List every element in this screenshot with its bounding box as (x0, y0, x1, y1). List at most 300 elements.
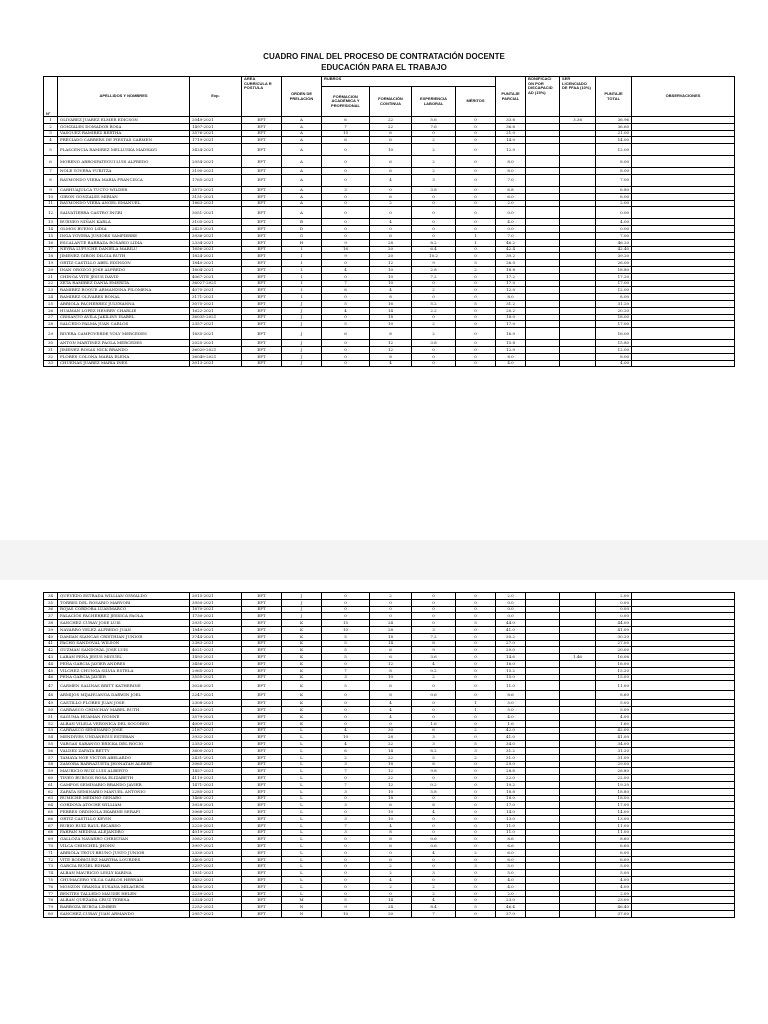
area-curricular-cell: EPT (242, 781, 282, 788)
puntaje-parcial-cell: 15.0 (496, 674, 526, 681)
puntaje-total-cell: 6.80 (596, 186, 632, 193)
puntaje-parcial-cell: 5.0 (496, 863, 526, 870)
observaciones-cell (632, 897, 735, 904)
applicant-name-cell: PALACIOS PACHERREZ JESSICA PAOLA (58, 613, 190, 620)
applicant-name-cell: MORENO ARROSPATEGUI LUIS ALFREDO (58, 156, 190, 168)
table-row (44, 904, 735, 911)
table-row (44, 287, 735, 294)
applicant-name-cell: DAMIAN SIANCAS CRISTHIAN JUNIOR (58, 633, 190, 640)
puntaje-total-cell: 18.00 (596, 314, 632, 321)
applicant-name-cell: PEÑA GARCIA JAVIER (58, 674, 190, 681)
bonificacion-ffaa-cell (560, 904, 596, 911)
puntaje-parcial-cell: 14.0 (496, 809, 526, 816)
experiencia-laboral-cell: 0 (412, 606, 456, 613)
bonificacion-discapacidad-cell (526, 720, 560, 727)
formacion-continua-cell: 10 (370, 788, 412, 795)
formacion-continua-cell: 0 (370, 613, 412, 620)
puntaje-total-cell: 5.00 (596, 707, 632, 714)
bonificacion-discapacidad-cell (526, 280, 560, 287)
bonificacion-ffaa-cell (560, 734, 596, 741)
table-row (44, 360, 735, 367)
row-number-cell: 80 (44, 911, 58, 918)
row-number-cell: 17 (44, 246, 58, 253)
expediente-cell: 4075-2021 (190, 287, 242, 294)
orden-prelacion-cell: L (282, 877, 322, 884)
orden-prelacion-cell: J (282, 593, 322, 600)
puntaje-total-cell: 39.20 (596, 253, 632, 260)
table-row (44, 266, 735, 273)
bonificacion-ffaa-cell (560, 123, 596, 130)
experiencia-laboral-cell: 0 (412, 822, 456, 829)
area-curricular-cell: EPT (242, 707, 282, 714)
area-curricular-cell: EPT (242, 620, 282, 627)
puntaje-total-cell: 26.00 (596, 260, 632, 267)
bonificacion-ffaa-cell (560, 174, 596, 186)
bonificacion-discapacidad-cell (526, 239, 560, 246)
applicant-name-cell: GUZMAN SANDOVAL JOSE LUIS (58, 647, 190, 654)
puntaje-total-cell: 4.00 (596, 360, 632, 367)
observaciones-cell (632, 802, 735, 809)
puntaje-total-cell: 0.00 (596, 613, 632, 620)
puntaje-parcial-cell: 0.0 (496, 599, 526, 606)
row-number-cell: 59 (44, 768, 58, 775)
formacion-continua-cell: 4 (370, 287, 412, 294)
formacion-academica-cell: 0 (322, 606, 370, 613)
row-number-cell: 66 (44, 815, 58, 822)
expediente-cell: 3190-2021 (190, 168, 242, 175)
row-number-cell: 37 (44, 613, 58, 620)
formacion-continua-cell: 4 (370, 219, 412, 226)
puntaje-parcial-cell: 8.0 (496, 353, 526, 360)
puntaje-parcial-cell: 31.2 (496, 747, 526, 754)
experiencia-laboral-cell: 7.2 (412, 633, 456, 640)
formacion-academica-cell: 15 (322, 130, 370, 137)
area-curricular-cell: EPT (242, 353, 282, 360)
observaciones-cell (632, 137, 735, 144)
expediente-cell: 3573-2021 (190, 186, 242, 193)
bonificacion-discapacidad-cell (526, 340, 560, 347)
area-curricular-cell: EPT (242, 640, 282, 647)
puntaje-total-cell: 2.00 (596, 200, 632, 207)
puntaje-parcial-cell: 30.2 (496, 633, 526, 640)
observaciones-cell (632, 294, 735, 301)
orden-prelacion-cell: L (282, 802, 322, 809)
puntaje-parcial-cell: 1.6 (496, 720, 526, 727)
puntaje-parcial-cell: 14.6 (496, 654, 526, 661)
table-row (44, 280, 735, 287)
meritos-cell: 0 (456, 660, 496, 667)
puntaje-total-cell: 17.00 (596, 321, 632, 328)
table-row (44, 681, 735, 691)
puntaje-total-cell: 15.20 (596, 667, 632, 674)
orden-prelacion-cell: L (282, 727, 322, 734)
orden-prelacion-cell: L (282, 863, 322, 870)
table-row (44, 713, 735, 720)
applicant-name-cell: VITE RODRIGUEZ MARTHA LOURDES (58, 856, 190, 863)
puntaje-total-cell: 0.00 (596, 226, 632, 233)
area-curricular-cell: EPT (242, 137, 282, 144)
observaciones-cell (632, 626, 735, 633)
observaciones-cell (632, 633, 735, 640)
formacion-continua-cell: 14 (370, 307, 412, 314)
bonificacion-discapacidad-cell (526, 144, 560, 156)
bonificacion-discapacidad-cell (526, 287, 560, 294)
experiencia-laboral-cell: 0 (412, 877, 456, 884)
formacion-academica-cell: 10 (322, 734, 370, 741)
observaciones-cell (632, 266, 735, 273)
orden-prelacion-cell: B (282, 219, 322, 226)
row-number-cell: 78 (44, 897, 58, 904)
bonificacion-ffaa-cell (560, 781, 596, 788)
orden-prelacion-cell: A (282, 156, 322, 168)
bonificacion-discapacidad-cell (526, 775, 560, 782)
formacion-continua-cell: 8 (370, 353, 412, 360)
bonificacion-ffaa-cell (560, 897, 596, 904)
row-number-cell: 5 (44, 144, 58, 156)
applicant-name-cell: CASTILLO FLORES JUAN JOSE (58, 700, 190, 707)
applicant-name-cell: BENITES TALLEDO MAUDIE HELEN (58, 890, 190, 897)
observaciones-cell (632, 599, 735, 606)
experiencia-laboral-cell: 3 (412, 174, 456, 186)
applicant-name-cell: VASQUEZ RAMIREZ BERTHA (58, 130, 190, 137)
row-number-cell: 6 (44, 156, 58, 168)
bonificacion-discapacidad-cell (526, 130, 560, 137)
table-row (44, 843, 735, 850)
expediente-cell: 1656-2021 (190, 246, 242, 253)
puntaje-total-cell: 8.60 (596, 690, 632, 700)
observaciones-cell (632, 300, 735, 307)
puntaje-parcial-cell: 17.0 (496, 280, 526, 287)
area-curricular-cell: EPT (242, 674, 282, 681)
bonificacion-ffaa-cell (560, 815, 596, 822)
puntaje-parcial-cell: 4.0 (496, 360, 526, 367)
bonificacion-discapacidad-cell (526, 781, 560, 788)
area-curricular-cell: EPT (242, 647, 282, 654)
meritos-cell: 0 (456, 287, 496, 294)
experiencia-laboral-cell: 0 (412, 346, 456, 353)
observaciones-cell (632, 822, 735, 829)
table-row (44, 822, 735, 829)
formacion-continua-cell: 18 (370, 795, 412, 802)
bonificacion-discapacidad-cell (526, 856, 560, 863)
area-curricular-cell: EPT (242, 870, 282, 877)
puntaje-parcial-cell: 36.6 (496, 123, 526, 130)
formacion-academica-cell: 10 (322, 626, 370, 633)
expediente-cell: 1931-2021 (190, 870, 242, 877)
area-curricular-cell: EPT (242, 795, 282, 802)
orden-prelacion-cell: M (282, 897, 322, 904)
bonificacion-discapacidad-cell (526, 613, 560, 620)
experiencia-laboral-cell: 8 (412, 761, 456, 768)
bonificacion-discapacidad-cell (526, 207, 560, 219)
meritos-cell: 0 (456, 599, 496, 606)
experiencia-laboral-cell: 8.4 (412, 904, 456, 911)
formacion-continua-cell: 28 (370, 734, 412, 741)
expediente-cell: 36027-2021 (190, 280, 242, 287)
puntaje-total-cell: 15.00 (596, 674, 632, 681)
observaciones-cell (632, 307, 735, 314)
observaciones-cell (632, 647, 735, 654)
expediente-cell: 2025-2021 (190, 340, 242, 347)
formacion-continua-cell: 20 (370, 911, 412, 918)
orden-prelacion-cell: I (282, 280, 322, 287)
bonificacion-ffaa-cell (560, 626, 596, 633)
header-meritos: MÉRITOS (456, 87, 496, 117)
observaciones-cell (632, 856, 735, 863)
row-number-cell: 64 (44, 802, 58, 809)
applicant-name-cell: CHINGA VITE JESUS DAVID (58, 273, 190, 280)
row-number-cell: 76 (44, 883, 58, 890)
row-number-cell: 31 (44, 346, 58, 353)
row-number-cell: 71 (44, 849, 58, 856)
area-curricular-cell: EPT (242, 775, 282, 782)
meritos-cell: 0 (456, 174, 496, 186)
orden-prelacion-cell: L (282, 890, 322, 897)
puntaje-parcial-cell: 6.8 (496, 186, 526, 193)
formacion-academica-cell: 6 (322, 137, 370, 144)
area-curricular-cell: EPT (242, 328, 282, 340)
table-row (44, 660, 735, 667)
orden-prelacion-cell: J (282, 613, 322, 620)
area-curricular-cell: EPT (242, 883, 282, 890)
puntaje-parcial-cell: 18.0 (496, 795, 526, 802)
expediente-cell: 3576-2021 (190, 130, 242, 137)
bonificacion-ffaa-cell (560, 246, 596, 253)
experiencia-laboral-cell: 0 (412, 815, 456, 822)
puntaje-total-cell: 31.20 (596, 747, 632, 754)
orden-prelacion-cell: J (282, 321, 322, 328)
formacion-academica-cell: 5 (322, 897, 370, 904)
experiencia-laboral-cell: 0 (412, 353, 456, 360)
puntaje-parcial-cell: 37.0 (496, 911, 526, 918)
puntaje-total-cell: 22.00 (596, 775, 632, 782)
orden-prelacion-cell: K (282, 620, 322, 627)
puntaje-parcial-cell: 20.2 (496, 307, 526, 314)
experiencia-laboral-cell: 8.2 (412, 747, 456, 754)
puntaje-total-cell: 17.00 (596, 802, 632, 809)
meritos-cell: 0 (456, 788, 496, 795)
experiencia-laboral-cell: 8 (412, 640, 456, 647)
experiencia-laboral-cell: 7 (412, 911, 456, 918)
orden-prelacion-cell: N (282, 904, 322, 911)
puntaje-total-cell: 42.00 (596, 727, 632, 734)
observaciones-cell (632, 883, 735, 890)
experiencia-laboral-cell: 2 (412, 321, 456, 328)
experiencia-laboral-cell: 5 (412, 754, 456, 761)
formacion-continua-cell: 18 (370, 314, 412, 321)
bonificacion-ffaa-cell (560, 346, 596, 353)
puntaje-parcial-cell: 33.6 (496, 117, 526, 124)
puntaje-total-cell: 42.40 (596, 246, 632, 253)
meritos-cell: 5 (456, 741, 496, 748)
bonificacion-ffaa-cell (560, 674, 596, 681)
area-curricular-cell: EPT (242, 593, 282, 600)
bonificacion-discapacidad-cell (526, 246, 560, 253)
orden-prelacion-cell: K (282, 707, 322, 714)
expediente-cell: 3151-2021 (190, 193, 242, 200)
meritos-cell: 0 (456, 156, 496, 168)
experiencia-laboral-cell: 9 (412, 260, 456, 267)
meritos-cell: 0 (456, 606, 496, 613)
orden-prelacion-cell: L (282, 741, 322, 748)
applicant-name-cell: QUEVEDO ESTRADA WILLIAN OSWALDO (58, 593, 190, 600)
experiencia-laboral-cell: 0 (412, 856, 456, 863)
applicant-name-cell: NEYRA LUPUCHE DANIELA MARILU (58, 246, 190, 253)
formacion-continua-cell: 0 (370, 849, 412, 856)
bonificacion-ffaa-cell (560, 360, 596, 367)
applicant-name-cell: CAMPOS SEMINARIO BRANDO JAVIER (58, 781, 190, 788)
bonificacion-ffaa-cell (560, 747, 596, 754)
orden-prelacion-cell: A (282, 144, 322, 156)
observaciones-cell (632, 287, 735, 294)
bonificacion-discapacidad-cell (526, 219, 560, 226)
table-row (44, 761, 735, 768)
puntaje-parcial-cell: 4.0 (496, 883, 526, 890)
formacion-continua-cell: 6 (370, 654, 412, 661)
experiencia-laboral-cell: 2.8 (412, 266, 456, 273)
bonificacion-ffaa-cell (560, 870, 596, 877)
puntaje-total-cell: 8.00 (596, 156, 632, 168)
orden-prelacion-cell: H (282, 239, 322, 246)
formacion-academica-cell: 10 (322, 911, 370, 918)
applicant-name-cell: CARRASCO SEMINARIO JOSE (58, 727, 190, 734)
table-row (44, 863, 735, 870)
orden-prelacion-cell: K (282, 713, 322, 720)
bonificacion-ffaa-cell (560, 754, 596, 761)
experiencia-laboral-cell: 8.2 (412, 239, 456, 246)
meritos-cell: 0 (456, 897, 496, 904)
experiencia-laboral-cell: 5.2 (412, 300, 456, 307)
row-number-cell: 2 (44, 123, 58, 130)
puntaje-parcial-cell: 4.0 (496, 219, 526, 226)
meritos-cell: 0 (456, 836, 496, 843)
experiencia-laboral-cell: 0 (412, 360, 456, 367)
area-curricular-cell: EPT (242, 829, 282, 836)
experiencia-laboral-cell: 0 (412, 130, 456, 137)
experiencia-laboral-cell: 0 (412, 613, 456, 620)
meritos-cell: 0 (456, 647, 496, 654)
puntaje-parcial-cell: 31.0 (496, 754, 526, 761)
bonificacion-discapacidad-cell (526, 346, 560, 353)
expediente-cell: 4067-2021 (190, 273, 242, 280)
formacion-continua-cell: 6 (370, 856, 412, 863)
applicant-name-cell: ALBAN MAURICIO LESLY KARINA (58, 870, 190, 877)
row-number-cell: 13 (44, 219, 58, 226)
expediente-cell: 3082-2021 (190, 836, 242, 843)
area-curricular-cell: EPT (242, 734, 282, 741)
formacion-continua-cell: 0 (370, 207, 412, 219)
orden-prelacion-cell: I (282, 260, 322, 267)
applicant-name-cell: GARCIA RUGEL EDHAR (58, 863, 190, 870)
formacion-continua-cell: 0 (370, 186, 412, 193)
observaciones-cell (632, 781, 735, 788)
area-curricular-cell: EPT (242, 260, 282, 267)
puntaje-total-cell: 34.00 (596, 741, 632, 748)
row-number-cell: 11 (44, 200, 58, 207)
bonificacion-ffaa-cell (560, 802, 596, 809)
meritos-cell: 0 (456, 654, 496, 661)
applicant-name-cell: SALCEDO PALMA JUAN CARLOS (58, 321, 190, 328)
row-number-cell: 12 (44, 207, 58, 219)
bonificacion-ffaa-cell (560, 633, 596, 640)
bonificacion-ffaa-cell (560, 226, 596, 233)
row-number-cell: 70 (44, 843, 58, 850)
row-number-cell: 10 (44, 193, 58, 200)
area-curricular-cell: EPT (242, 667, 282, 674)
expediente-cell: 2049-2021 (190, 117, 242, 124)
meritos-cell: 0 (456, 761, 496, 768)
bonificacion-ffaa-cell (560, 253, 596, 260)
bonificacion-discapacidad-cell (526, 260, 560, 267)
experiencia-laboral-cell: 0 (412, 207, 456, 219)
experiencia-laboral-cell: 2 (412, 674, 456, 681)
puntaje-total-cell: 11.00 (596, 829, 632, 836)
area-curricular-cell: EPT (242, 599, 282, 606)
bonificacion-discapacidad-cell (526, 660, 560, 667)
row-number-cell: 36 (44, 606, 58, 613)
puntaje-total-cell: 14.00 (596, 809, 632, 816)
table-row (44, 232, 735, 239)
orden-prelacion-cell: L (282, 775, 322, 782)
puntaje-total-cell: 20.20 (596, 307, 632, 314)
formacion-continua-cell: 22 (370, 741, 412, 748)
bonificacion-ffaa-cell (560, 294, 596, 301)
area-curricular-cell: EPT (242, 890, 282, 897)
puntaje-parcial-cell: 44.0 (496, 620, 526, 627)
applicant-name-cell: NAVARRO VELEZ ALFREDO JUAN (58, 626, 190, 633)
bonificacion-ffaa-cell (560, 606, 596, 613)
table-row (44, 219, 735, 226)
formacion-continua-cell: 24 (370, 620, 412, 627)
experiencia-laboral-cell: 0 (412, 226, 456, 233)
area-curricular-cell: EPT (242, 911, 282, 918)
formacion-academica-cell: 3 (322, 815, 370, 822)
experiencia-laboral-cell: 0 (412, 620, 456, 627)
puntaje-total-cell: 27.00 (596, 640, 632, 647)
bonificacion-ffaa-cell (560, 287, 596, 294)
table-row (44, 226, 735, 233)
bonificacion-ffaa-cell (560, 266, 596, 273)
meritos-cell: 5 (456, 260, 496, 267)
formacion-academica-cell: 0 (322, 809, 370, 816)
row-number-cell: 35 (44, 599, 58, 606)
formacion-continua-cell: 6 (370, 647, 412, 654)
observaciones-cell (632, 174, 735, 186)
puntaje-total-cell: 8.60 (596, 836, 632, 843)
bonificacion-ffaa-cell (560, 911, 596, 918)
experiencia-laboral-cell: 6 (412, 727, 456, 734)
bonificacion-ffaa-cell (560, 822, 596, 829)
observaciones-cell (632, 273, 735, 280)
observaciones-cell (632, 321, 735, 328)
orden-prelacion-cell: J (282, 346, 322, 353)
bonificacion-discapacidad-cell (526, 266, 560, 273)
table-row (44, 829, 735, 836)
formacion-continua-cell: 22 (370, 754, 412, 761)
puntaje-parcial-cell: 17.2 (496, 273, 526, 280)
observaciones-cell (632, 674, 735, 681)
bonificacion-discapacidad-cell (526, 193, 560, 200)
row-number-cell: 32 (44, 353, 58, 360)
bonificacion-ffaa-cell (560, 727, 596, 734)
formacion-academica-cell: 0 (322, 226, 370, 233)
table-row (44, 253, 735, 260)
puntaje-total-cell: 18.80 (596, 788, 632, 795)
bonificacion-ffaa-cell (560, 640, 596, 647)
area-curricular-cell: EPT (242, 822, 282, 829)
meritos-cell: 1 (456, 707, 496, 714)
observaciones-cell (632, 260, 735, 267)
